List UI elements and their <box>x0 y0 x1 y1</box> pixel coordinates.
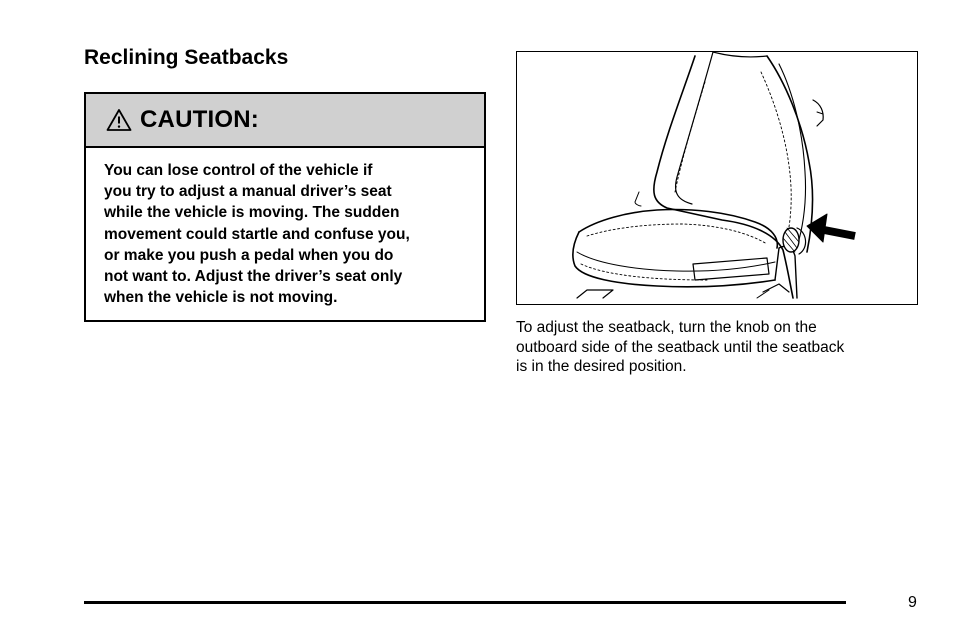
section-heading: Reclining Seatbacks <box>84 46 289 69</box>
seat-figure <box>516 51 918 305</box>
caution-header <box>86 94 484 148</box>
caution-line: movement could startle and confuse you, <box>104 225 410 243</box>
caution-line: while the vehicle is moving. The sudden <box>104 204 400 222</box>
figure-caption <box>516 318 916 377</box>
caption-line: outboard side of the seatback until the seatback <box>516 338 845 356</box>
caution-box <box>84 92 486 322</box>
caption-line: is in the desired position. <box>516 358 687 375</box>
caution-line: or make you push a pedal when you do <box>104 246 394 264</box>
footer-rule <box>84 601 846 604</box>
caption-line: To adjust the seatback, turn the knob on the <box>516 319 817 336</box>
caution-line: when the vehicle is not moving. <box>104 289 338 307</box>
caution-line: You can lose control of the vehicle if <box>104 162 373 179</box>
caution-text <box>86 148 484 308</box>
caution-line: not want to. Adjust the driver’s seat only <box>104 268 403 286</box>
caution-line: you try to adjust a manual driver’s seat <box>104 183 392 201</box>
page-number: 9 <box>908 594 917 611</box>
caution-title: CAUTION: <box>140 106 259 133</box>
seat-illustration <box>517 52 916 303</box>
arrow-icon <box>807 214 855 242</box>
warning-triangle-icon <box>106 108 132 132</box>
